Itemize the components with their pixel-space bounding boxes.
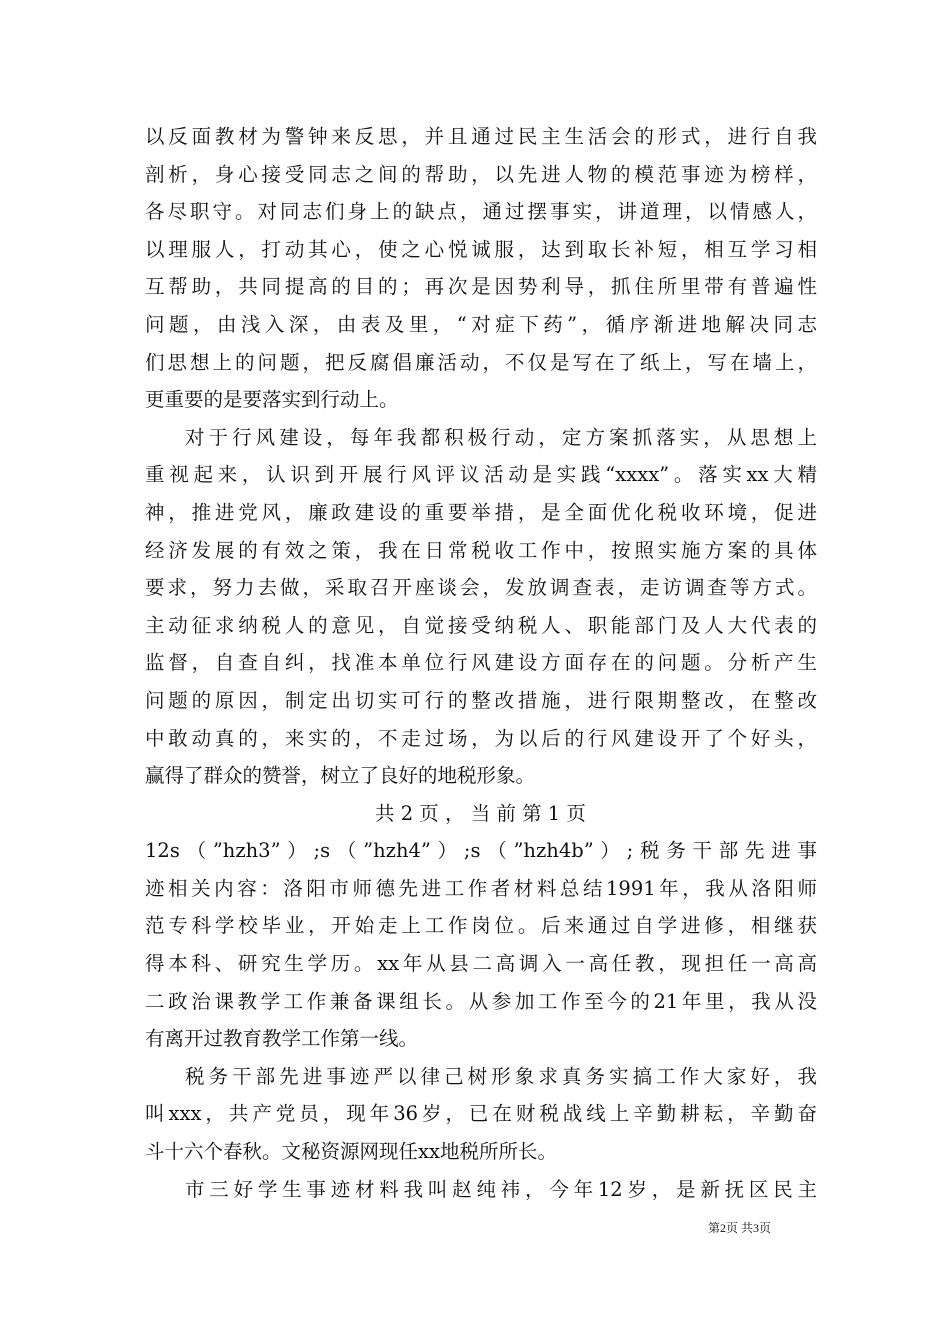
text-line: 叫xxx，共产党员，现年36岁，已在财税战线上辛勤耕耘，辛勤奋 xyxy=(145,1102,817,1126)
page-info-line: 共 2 页 ， 当 前 第 1 页 xyxy=(375,801,586,825)
text-line: 二政治课教学工作兼备课组长。从参加工作至今的21年里，我从没 xyxy=(145,989,817,1013)
text-line: 有离开过教育教学工作第一线。 xyxy=(145,1027,419,1051)
text-line: 迹相关内容：洛阳市师德先进工作者材料总结1991年，我从洛阳师 xyxy=(145,876,817,900)
text-line: 主动征求纳税人的意见，自觉接受纳税人、职能部门及人大代表的 xyxy=(145,613,817,637)
text-line: 问题的原因，制定出切实可行的整改措施，进行限期整改，在整改 xyxy=(145,688,817,712)
text-line: 市三好学生事迹材料我叫赵纯祎，今年12岁，是新抚区民主 xyxy=(185,1177,817,1201)
text-line: 以理服人，打动其心，使之心悦诚服，达到取长补短，相互学习相 xyxy=(145,237,817,261)
text-line: 要求，努力去做，采取召开座谈会，发放调查表，走访调查等方式。 xyxy=(145,576,817,600)
text-line: 得本科、研究生学历。xx年从县二高调入一高任教，现担任一高高 xyxy=(145,952,817,976)
text-line: 们思想上的问题，把反腐倡廉活动，不仅是写在了纸上，写在墙上， xyxy=(145,350,817,374)
document-body xyxy=(145,118,817,1208)
text-line: 以反面教材为警钟来反思，并且通过民主生活会的形式，进行自我 xyxy=(145,125,817,148)
text-line: 赢得了群众的赞誉，树立了良好的地税形象。 xyxy=(145,764,536,788)
text-line: 互帮助，共同提高的目的；再次是因势利导，抓住所里带有普遍性 xyxy=(145,275,817,299)
text-line: 更重要的是要落实到行动上。 xyxy=(145,388,399,412)
text-line: 神，推进党风，廉政建设的重要举措，是全面优化税收环境，促进 xyxy=(145,500,817,524)
text-line: 中敢动真的，来实的，不走过场，为以后的行风建设开了个好头， xyxy=(145,726,817,750)
text-line: 税务干部先进事迹严以律己树形象求真务实搞工作大家好，我 xyxy=(185,1064,817,1088)
text-line: 12s（”hzh3”）;s（”hzh4”）;s（”hzh4b”）;税务干部先进事 xyxy=(145,839,817,863)
text-line: 范专科学校毕业，开始走上工作岗位。后来通过自学进修，相继获 xyxy=(145,914,817,938)
page-footer: 第2页 共3页 xyxy=(708,1221,772,1235)
text-line: 斗十六个春秋。文秘资源网现任xx地税所所长。 xyxy=(145,1140,557,1164)
text-line: 经济发展的有效之策，我在日常税收工作中，按照实施方案的具体 xyxy=(145,538,817,562)
text-line: 监督，自查自纠，找准本单位行风建设方面存在的问题。分析产生 xyxy=(145,651,817,675)
text-line: 问题，由浅入深，由表及里，“对症下药”，循序渐进地解决同志 xyxy=(145,312,817,336)
text-line: 重视起来，认识到开展行风评议活动是实践“xxxx”。落实xx大精 xyxy=(145,463,817,487)
text-line: 各尽职守。对同志们身上的缺点，通过摆事实，讲道理，以情感人， xyxy=(145,200,817,224)
text-line: 剖析，身心接受同志之间的帮助，以先进人物的模范事迹为榜样， xyxy=(145,162,817,186)
text-line: 对于行风建设，每年我都积极行动，定方案抓落实，从思想上 xyxy=(185,425,817,449)
